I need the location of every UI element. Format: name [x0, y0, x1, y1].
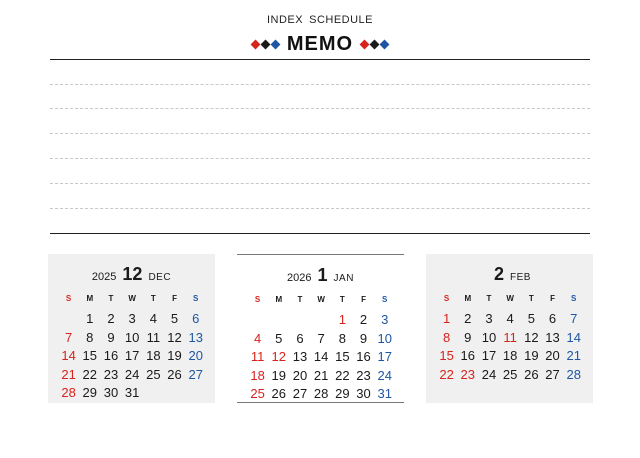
day-cell: 16	[356, 349, 371, 365]
calendar-grid	[58, 292, 206, 402]
memo-line	[50, 84, 590, 85]
day-cell: 16	[103, 348, 119, 364]
day-cell: 25	[250, 385, 265, 401]
day-cell: 1	[86, 311, 94, 327]
weekday-label: M	[275, 295, 283, 304]
empty-day-cell	[164, 384, 185, 402]
weekday-label: S	[382, 295, 388, 304]
calendar-grid	[247, 293, 395, 403]
calendar-month: 2	[494, 264, 505, 284]
weekday-label: F	[550, 294, 555, 303]
day-cell: 23	[356, 367, 371, 383]
day-cell: 11	[146, 329, 161, 345]
day-cell: 2	[359, 312, 368, 328]
day-cell: 31	[377, 385, 392, 401]
memo-line	[50, 158, 590, 159]
day-cell: 9	[464, 329, 472, 345]
day-cell: 15	[335, 349, 350, 365]
day-cell: 13	[292, 349, 308, 365]
calendar-grid	[436, 292, 584, 384]
day-cell: 12	[271, 349, 287, 365]
weekday-label: T	[486, 294, 492, 303]
day-cell: 17	[377, 349, 392, 365]
weekday-label: T	[297, 295, 303, 304]
day-cell: 10	[377, 330, 392, 346]
weekday-label: M	[86, 294, 94, 303]
day-cell: 23	[460, 366, 476, 382]
memo-title	[0, 33, 640, 56]
day-cell: 18	[502, 348, 518, 364]
day-cell: 2	[464, 311, 472, 327]
empty-day-cell	[58, 310, 79, 328]
day-cell: 5	[527, 311, 535, 327]
day-cell: 13	[188, 329, 203, 345]
memo-line	[50, 108, 590, 109]
day-cell: 3	[485, 311, 493, 327]
weekday-label: W	[506, 294, 514, 303]
day-cell: 4	[253, 330, 262, 346]
day-cell: 27	[545, 366, 560, 382]
day-cell: 8	[442, 329, 451, 345]
day-cell: 4	[506, 311, 514, 327]
weekday-label: S	[193, 294, 199, 303]
day-cell: 19	[271, 367, 287, 383]
weekday-label: S	[571, 294, 577, 303]
day-cell: 31	[124, 384, 140, 400]
day-cell: 22	[82, 366, 98, 382]
day-cell: 21	[313, 367, 329, 383]
day-cell: 5	[275, 330, 283, 346]
day-cell: 21	[61, 366, 76, 382]
day-cell: 15	[439, 348, 454, 364]
weekday-label: S	[443, 294, 450, 303]
weekday-label: F	[361, 295, 366, 304]
header-word-schedule: SCHEDULE	[309, 14, 374, 26]
calendar-december	[48, 254, 215, 403]
weekday-label: M	[464, 294, 472, 303]
empty-day-cell	[247, 311, 268, 329]
day-cell: 14	[566, 329, 581, 345]
day-cell: 27	[188, 366, 203, 382]
weekday-label: F	[172, 294, 177, 303]
day-cell: 20	[188, 348, 203, 364]
day-cell: 6	[296, 330, 304, 346]
memo-line	[50, 208, 590, 209]
day-cell: 24	[481, 366, 497, 382]
calendar-year: 2025	[91, 271, 117, 283]
calendar-month-abbr: JAN	[333, 273, 354, 284]
diamonds-left-icon	[252, 41, 279, 48]
empty-day-cell	[289, 311, 310, 329]
day-cell: 13	[545, 329, 560, 345]
calendar-february	[426, 254, 593, 403]
day-cell: 16	[460, 348, 476, 364]
day-cell: 18	[250, 367, 265, 383]
weekday-label: W	[128, 294, 136, 303]
day-cell: 20	[545, 348, 560, 364]
empty-day-cell	[311, 311, 332, 329]
calendar-month-abbr: FEB	[510, 272, 531, 283]
calendar-month: 12	[122, 264, 143, 284]
memo-line	[50, 183, 590, 184]
day-cell: 23	[103, 366, 119, 382]
memo-bottom-rule	[50, 233, 590, 234]
day-cell: 12	[167, 329, 182, 345]
day-cell: 12	[524, 329, 539, 345]
calendar-month: 1	[317, 265, 328, 285]
weekday-label: S	[65, 294, 72, 303]
day-cell: 17	[481, 348, 497, 364]
day-cell: 6	[192, 311, 200, 327]
memo-top-rule	[50, 59, 590, 60]
day-cell: 2	[107, 311, 115, 327]
weekday-label: T	[150, 294, 156, 303]
day-cell: 19	[167, 348, 182, 364]
memo-title-text: MEMO	[286, 33, 354, 55]
day-cell: 5	[170, 311, 179, 327]
calendar-header	[237, 265, 404, 286]
day-cell: 26	[271, 385, 287, 401]
day-cell: 1	[338, 312, 346, 328]
day-cell: 25	[502, 366, 518, 382]
day-cell: 10	[481, 329, 497, 345]
day-cell: 7	[317, 330, 325, 346]
weekday-label: T	[528, 294, 534, 303]
day-cell: 22	[335, 367, 350, 383]
calendar-header	[48, 264, 215, 285]
day-cell: 14	[61, 348, 76, 364]
day-cell: 4	[149, 311, 157, 327]
day-cell: 20	[292, 367, 308, 383]
calendar-month-abbr: DEC	[148, 272, 172, 283]
memo-line	[50, 133, 590, 134]
day-cell: 14	[313, 349, 329, 365]
day-cell: 28	[61, 384, 76, 400]
calendar-year: 2026	[287, 272, 312, 284]
empty-day-cell	[268, 311, 289, 329]
day-cell: 24	[377, 367, 392, 383]
header-word-index: INDEX	[266, 14, 304, 26]
day-cell: 28	[566, 366, 581, 382]
day-cell: 30	[356, 385, 371, 401]
day-cell: 1	[442, 311, 451, 327]
day-cell: 29	[335, 385, 350, 401]
day-cell: 22	[439, 366, 454, 382]
day-cell: 11	[503, 329, 517, 345]
day-cell: 18	[146, 348, 161, 364]
day-cell: 8	[86, 329, 94, 345]
day-cell: 8	[338, 330, 346, 346]
day-cell: 15	[82, 348, 98, 364]
day-cell: 27	[292, 385, 308, 401]
day-cell: 6	[548, 311, 557, 327]
day-cell: 30	[103, 384, 119, 400]
weekday-label: W	[317, 295, 325, 304]
day-cell: 21	[566, 348, 581, 364]
calendar-january	[237, 254, 404, 403]
day-cell: 25	[146, 366, 161, 382]
day-cell: 17	[124, 348, 140, 364]
empty-day-cell	[143, 384, 164, 402]
empty-day-cell	[185, 384, 206, 402]
day-cell: 11	[250, 349, 265, 365]
day-cell: 3	[128, 311, 136, 327]
weekday-label: T	[339, 295, 345, 304]
day-cell: 24	[124, 366, 140, 382]
header-subtitle	[0, 14, 640, 26]
day-cell: 7	[570, 311, 578, 327]
day-cell: 26	[524, 366, 539, 382]
day-cell: 9	[359, 330, 368, 346]
diamonds-right-icon	[361, 41, 388, 48]
day-cell: 19	[524, 348, 539, 364]
calendar-header	[426, 264, 593, 285]
weekday-label: S	[254, 295, 261, 304]
day-cell: 10	[124, 329, 140, 345]
day-cell: 26	[167, 366, 182, 382]
day-cell: 9	[107, 329, 115, 345]
weekday-label: T	[108, 294, 114, 303]
day-cell: 28	[313, 385, 329, 401]
day-cell: 7	[64, 329, 73, 345]
day-cell: 29	[82, 384, 98, 400]
day-cell: 3	[381, 312, 389, 328]
